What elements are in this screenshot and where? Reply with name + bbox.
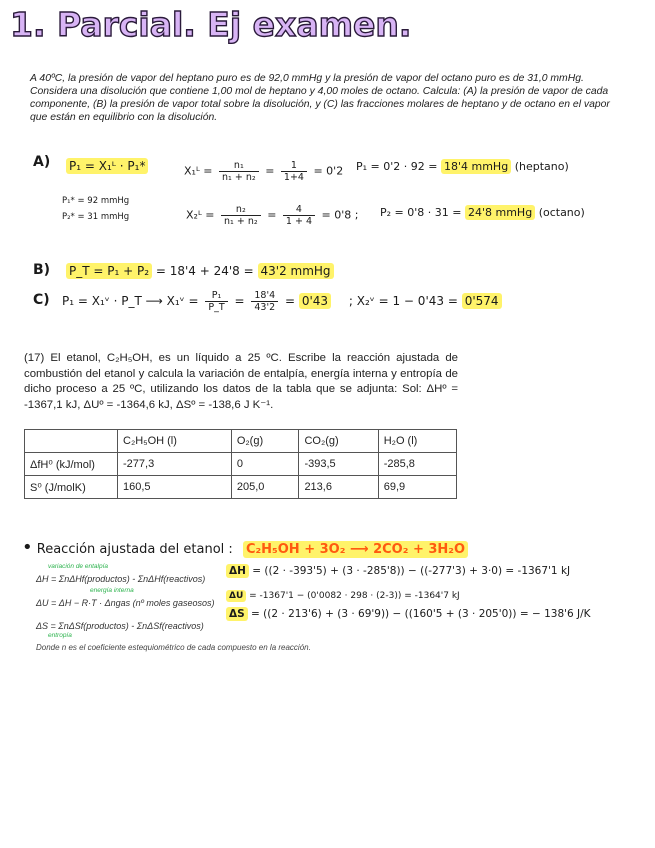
- calc-entropy: [226, 608, 591, 620]
- table-cell: S⁰ (J/molK): [25, 476, 118, 499]
- x2-line: [186, 204, 358, 227]
- problem-1-statement: A 40ºC, la presión de vapor del heptano puro es de 92,0 mmHg y la presión de vapor del octano puro es de 31,0 mmHg. Considera una disolución que contiene 1,00 mol de heptano y 4,00 moles de octano. Calcula: (A) la presión de vapor de cada componente, (B) la presión de vapor total sobre la disolución, y (C) las fracciones molares de heptano y de octano en el vapor que están en equilibrio con la disolución.: [30, 73, 610, 123]
- x1-num2: 1: [281, 160, 307, 172]
- table-cell: 0: [231, 453, 299, 476]
- part-a-formula: [66, 159, 148, 173]
- table-header-row: [25, 430, 457, 453]
- calc-internal-energy-label: ΔU: [226, 590, 246, 602]
- table-cell: -277,3: [118, 453, 232, 476]
- formula-internal-energy: ΔU = ΔH − R·T · Δngas (nº moles gaseosos): [36, 598, 215, 608]
- arrow: ⟶: [145, 294, 163, 308]
- dalton-formula: P₁ = X₁ᵛ · P_T: [62, 294, 142, 308]
- thermo-data-table: [24, 429, 457, 499]
- p2-result: 24'8 mmHg: [465, 205, 535, 220]
- bullet: •: [22, 537, 33, 558]
- table-row: [25, 453, 457, 476]
- x1-lhs: X₁ᴸ =: [184, 164, 213, 178]
- x2-lhs: X₂ᴸ =: [186, 208, 215, 222]
- p1-tag: (heptano): [514, 160, 569, 173]
- total-pressure-formula: P_T = P₁ + P₂: [66, 263, 152, 279]
- given-p1: P₁* = 92 mmHg: [62, 196, 130, 206]
- p1-line: [356, 160, 569, 173]
- table-cell: 69,9: [378, 476, 456, 499]
- x2-den: n₁ + n₂: [224, 216, 258, 227]
- x1-result: = 0'2: [313, 164, 344, 178]
- calc-internal-energy: [226, 591, 460, 601]
- x2v-calc: X₂ᵛ = 1 − 0'43 =: [356, 294, 458, 308]
- x1v-num: P₁: [205, 290, 227, 302]
- given-p2: P₂* = 31 mmHg: [62, 212, 130, 222]
- total-pressure-result: 43'2 mmHg: [258, 263, 334, 279]
- table-cell: [25, 430, 118, 453]
- problem-2-solution: Sol: ΔHº = -1367,1 kJ, ΔUº = -1364,6 kJ, ΔSº = -138,6 J K⁻¹.: [24, 383, 458, 411]
- calc-enthalpy-label: ΔH: [226, 564, 249, 578]
- p1-calc: P₁ = 0'2 · 92 =: [356, 160, 438, 173]
- problem-2-text: (17) El etanol, C₂H₅OH, es un líquido a 25 ºC. Escribe la reacción ajustada de combustión del etanol y calcula la variación de entalpía, energía interna y entropía de dicho proceso a 25 ºC, utilizando los datos de la tabla que se adjunta:: [24, 352, 458, 395]
- table-cell: 213,6: [299, 476, 378, 499]
- x1-den: n₁ + n₂: [222, 172, 256, 183]
- calc-enthalpy: [226, 565, 570, 577]
- x1-line: [184, 160, 343, 183]
- calc-entropy-label: ΔS: [226, 607, 248, 621]
- x2-num: n₂: [221, 204, 261, 216]
- table-cell: ΔfH⁰ (kJ/mol): [25, 453, 118, 476]
- part-b-line: [66, 264, 334, 278]
- part-c-line: P₁ = X₁ᵛ · P_T ⟶ X₁ᵛ = $\frac{\text{P₁}}{P\_T}$ = $\frac{18'4}{43'2}$ = 0'43 ; X₂ᵛ = 1 − 0'43 = 0'574: [62, 290, 502, 313]
- x2-eq: =: [267, 208, 277, 222]
- raoult-formula: P₁ = X₁ᴸ · P₁*: [66, 158, 148, 174]
- p1-result: 18'4 mmHg: [441, 159, 511, 174]
- reaction-heading: [22, 537, 468, 558]
- part-a-label: A): [33, 154, 51, 170]
- page-title: [0, 0, 655, 48]
- table-cell: O₂(g): [231, 430, 299, 453]
- annotation-enthalpy: variación de entalpía: [48, 563, 108, 570]
- x2-den2: 1 + 4: [285, 216, 312, 227]
- calc-entropy-expr: = ((2 · 213'6) + (3 · 69'9)) − ((160'5 + (3 · 205'0)) = − 138'6 J/K: [251, 608, 591, 620]
- annotation-internal-energy: energía interna: [90, 587, 134, 594]
- x1v-num2: 18'4: [251, 290, 278, 302]
- total-pressure-calc: = 18'4 + 24'8 =: [155, 264, 254, 278]
- formula-enthalpy: ΔH = ΣnΔHf(productos) - ΣnΔHf(reactivos): [36, 574, 206, 584]
- table-cell: C₂H₅OH (l): [118, 430, 232, 453]
- calc-enthalpy-expr: = ((2 · -393'5) + (3 · -285'8)) − ((-277'3) + 3·0) = -1367'1 kJ: [252, 565, 571, 577]
- annotation-entropy: entropía: [48, 632, 72, 639]
- part-c-label: C): [33, 292, 50, 308]
- x1-num: n₁: [219, 160, 259, 172]
- calc-internal-energy-expr: = -1367'1 − (0'0082 · 298 · (2-3)) = -1364'7 kJ: [249, 591, 460, 601]
- reaction-equation: C₂H₅OH + 3O₂ ⟶ 2CO₂ + 3H₂O: [243, 541, 468, 558]
- problem-2-statement: [24, 351, 458, 413]
- x1-eq: =: [265, 164, 275, 178]
- table-cell: -393,5: [299, 453, 378, 476]
- reaction-heading-text: Reacción ajustada del etanol :: [36, 542, 233, 557]
- table-cell: H₂O (l): [378, 430, 456, 453]
- footnote: Donde n es el coeficiente estequiométrico de cada compuesto en la reacción.: [36, 643, 311, 652]
- x2-num2: 4: [283, 204, 315, 216]
- x1v-den: P_T: [208, 302, 225, 313]
- table-cell: -285,8: [378, 453, 456, 476]
- x1v-lhs: X₁ᵛ =: [166, 294, 199, 308]
- p2-calc: P₂ = 0'8 · 31 =: [380, 206, 462, 219]
- title-text: 1. Parcial. Ej examen.: [10, 5, 412, 44]
- x2-result: = 0'8 ;: [321, 208, 359, 222]
- table-row: [25, 476, 457, 499]
- p2-line: [380, 206, 585, 219]
- x2v-result: 0'574: [462, 293, 502, 309]
- x1v-result: 0'43: [299, 293, 331, 309]
- part-b-label: B): [33, 262, 51, 278]
- x1v-den2: 43'2: [254, 302, 276, 313]
- p2-tag: (octano): [538, 206, 585, 219]
- x1v-eq: =: [234, 294, 245, 308]
- x1-den2: 1+4: [283, 172, 304, 183]
- formula-entropy: ΔS = ΣnΔSf(productos) - ΣnΔSf(reactivos): [36, 621, 204, 631]
- table-cell: 160,5: [118, 476, 232, 499]
- table-cell: CO₂(g): [299, 430, 378, 453]
- table-cell: 205,0: [231, 476, 299, 499]
